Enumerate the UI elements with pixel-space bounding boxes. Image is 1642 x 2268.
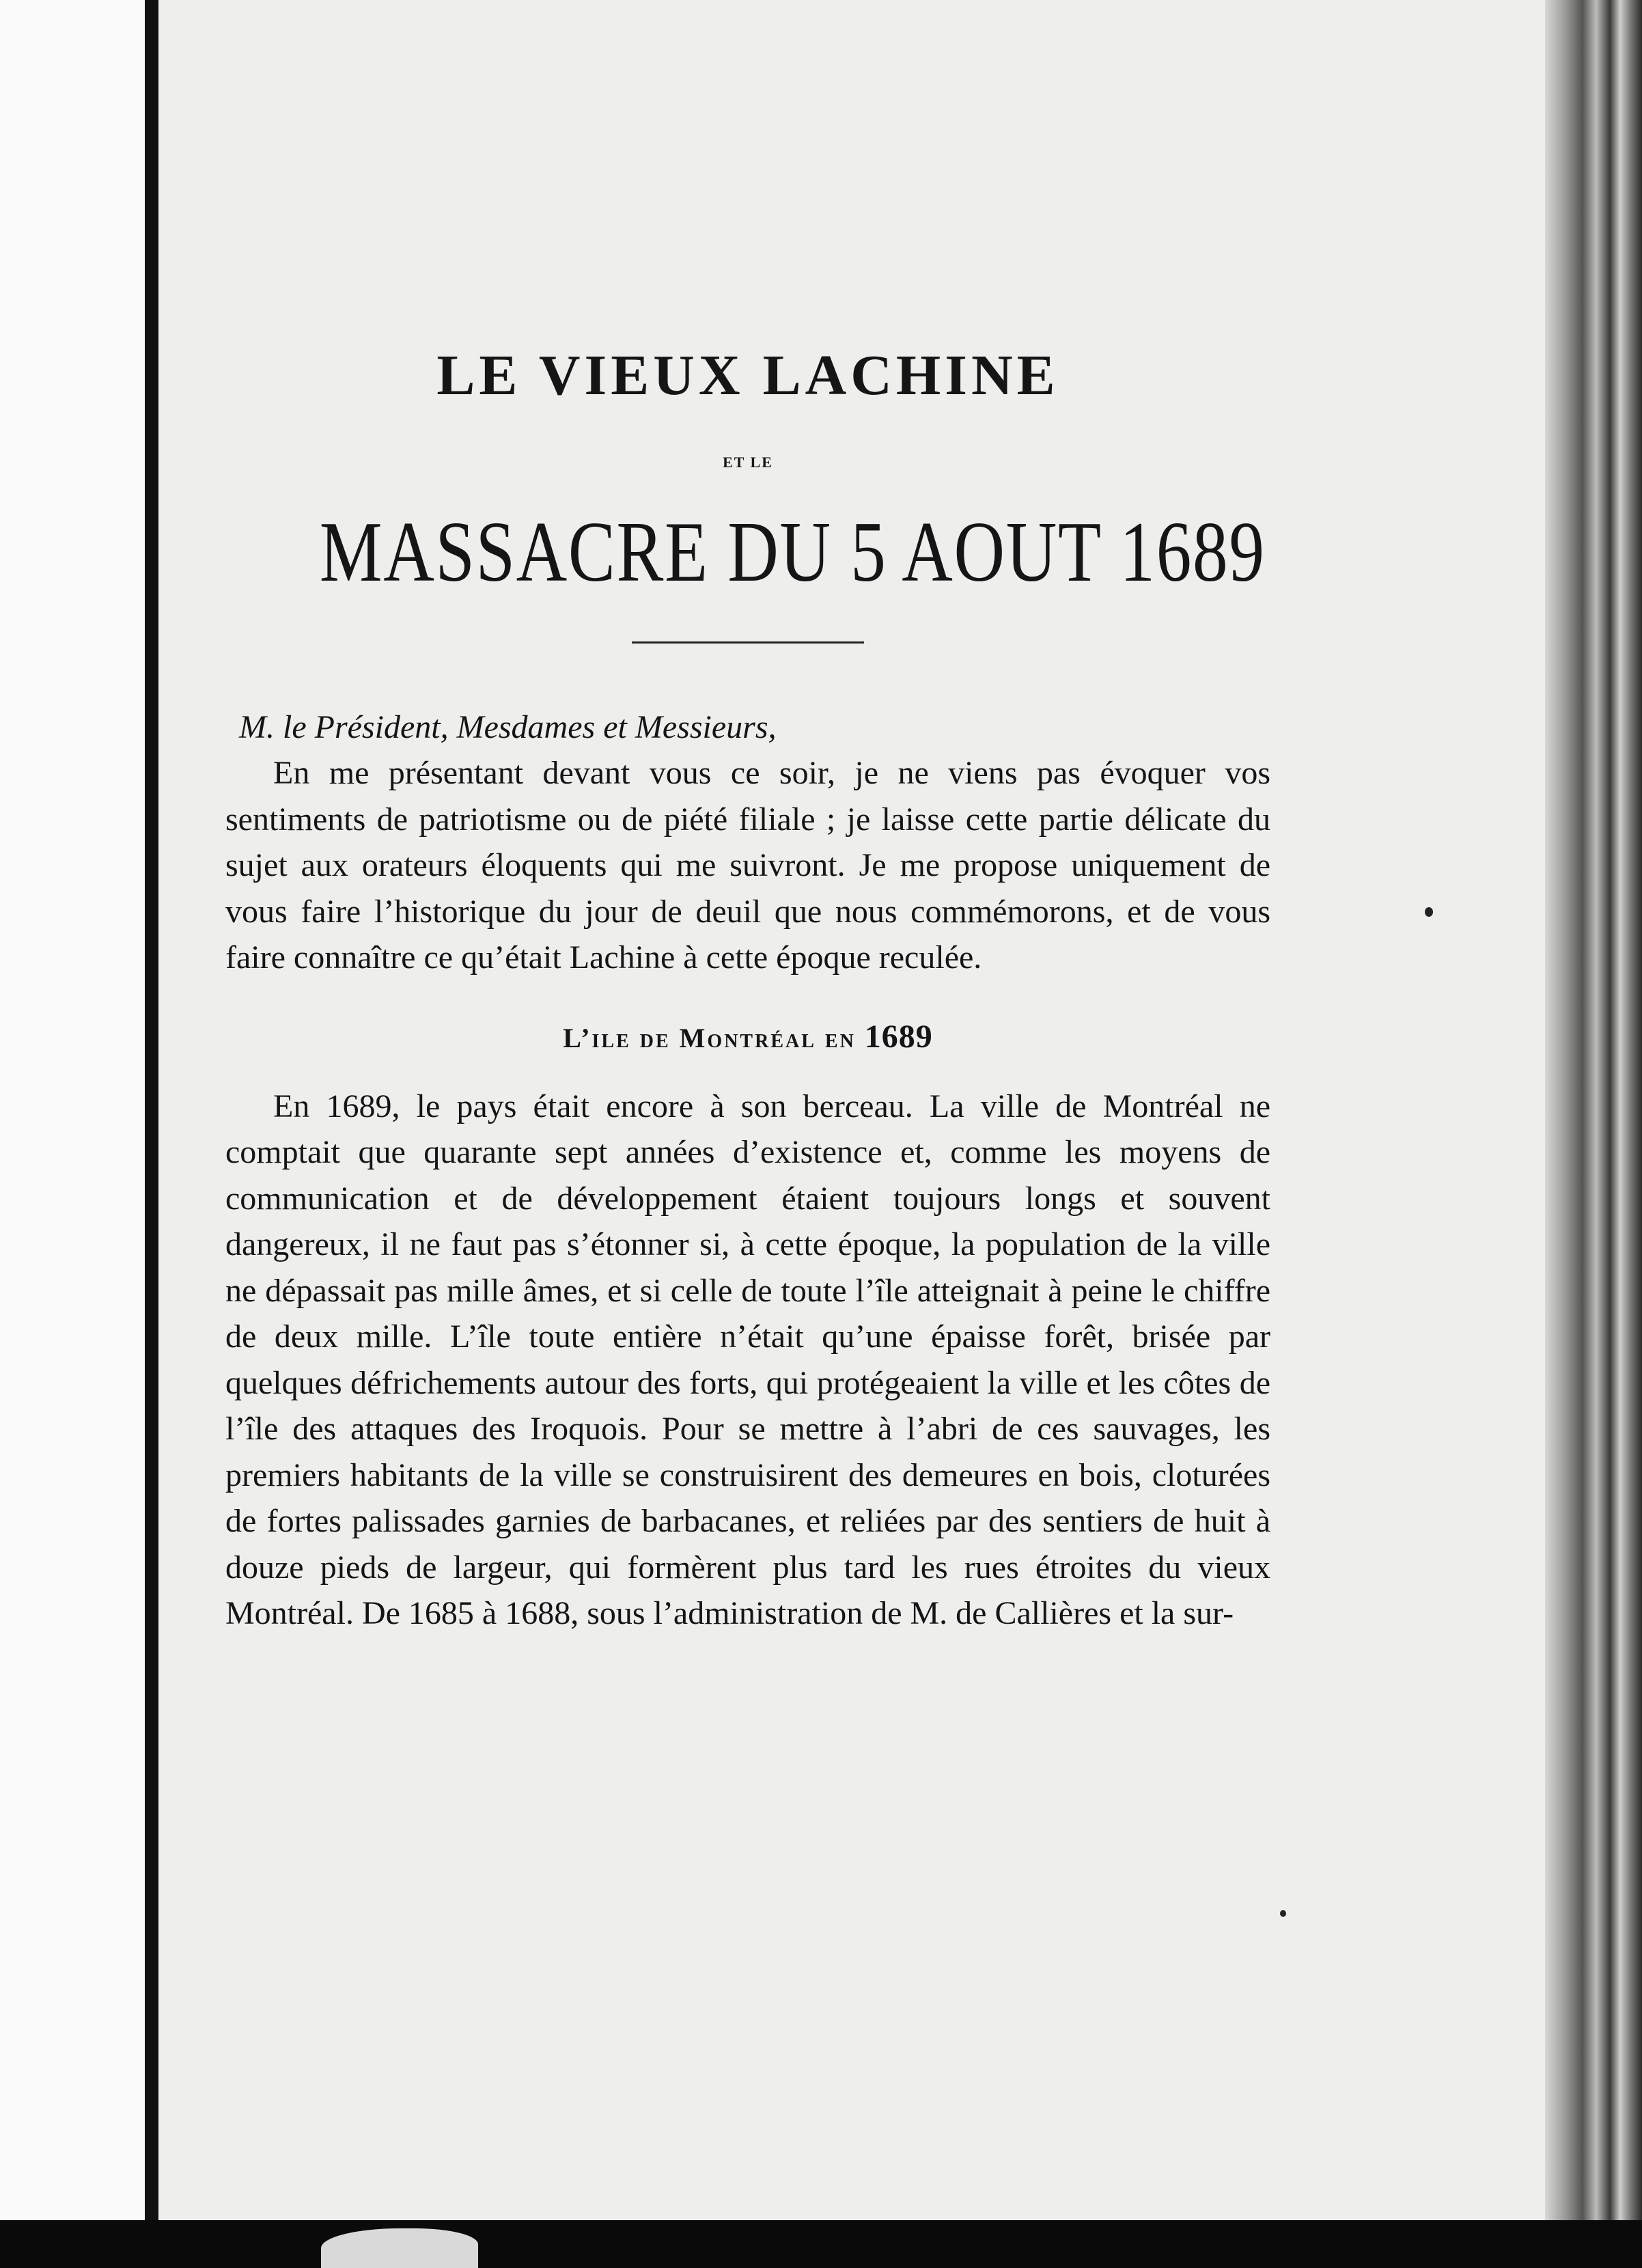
- title-conjunction: ET LE: [723, 454, 773, 471]
- section-paragraph: En 1689, le pays était encore à son berceau. La ville de Montréal ne comptait que quarante sept années d’existence et, comme les moyens de communication et de développement étaient toujours longs et souvent dangereux, il ne faut pas s’étonner si, à cette époque, la population de la ville ne dépassait pas mille âmes, et si celle de toute l’île atteignait à peine le chiffre de deux mille. L’île toute entière n’était qu’une épaisse forêt, brisée par quelques défrichements autour des forts, qui protégeaient la ville et les côtes de l’île des attaques des Iroquois. Pour se mettre à l’abri de ces sauvages, les premiers habitants de la ville se construisirent des demeures en bois, cloturées de fortes palissades garnies de barbacanes, et reliées par des sentiers de huit à douze pieds de largeur, qui formèrent plus tard les rues étroites du vieux Montréal. De 1685 à 1688, sous l’administration de M. de Callières et la sur-: [225, 1088, 1270, 1631]
- scan-bottom-border: [0, 2220, 1642, 2268]
- section-heading-text: L’ile de Montréal en: [563, 1022, 856, 1053]
- document-subtitle: MASSACRE DU 5 AOUT 1689: [319, 505, 1266, 600]
- text-block: [225, 335, 1270, 1637]
- section-heading-year: 1689: [864, 1018, 933, 1055]
- section-heading: [225, 1017, 1270, 1059]
- page-edges: [1545, 0, 1642, 2220]
- book-spine-shadow: [145, 0, 158, 2220]
- salutation: M. le Président, Mesdames et Messieurs,: [239, 709, 777, 745]
- intro-paragraph: En me présentant devant vous ce soir, je ne viens pas évoquer vos sentiments de patriotisme ou de piété filiale ; je laisse cette partie délicate du sujet aux orateurs éloquents qui me suivront. Je me propose uniquement de vous faire l’historique du jour de deuil que nous commémorons, et de vous faire connaître ce qu’était Lachine à cette époque reculée.: [225, 755, 1270, 976]
- title-divider: [632, 641, 864, 644]
- scan-smudge: [321, 2228, 478, 2268]
- document-title: LE VIEUX LACHINE: [436, 344, 1059, 407]
- ink-speck: [1280, 1910, 1286, 1917]
- facing-page-margin: [0, 0, 145, 2268]
- ink-speck: [1425, 907, 1433, 917]
